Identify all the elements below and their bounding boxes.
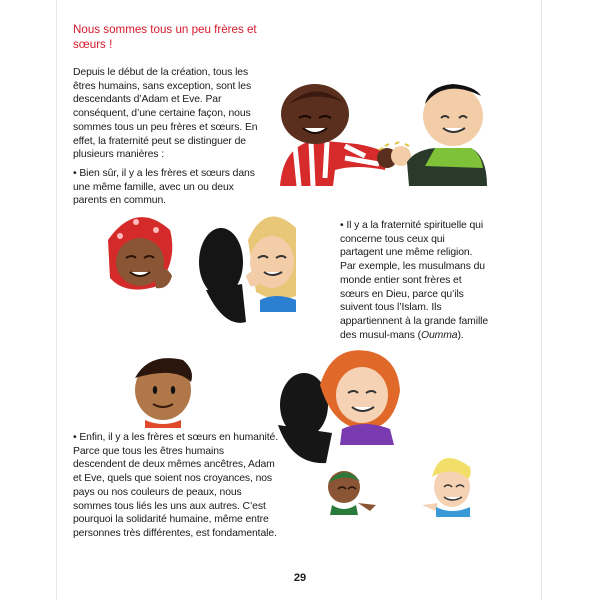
bullet-humanity: • Enfin, il y a les frères et sœurs en humanité. Parce que tous les êtres humains descendent de deux mêmes ancêtres, Adam et Eve, quels que soient nos croyances, nos pays ou nos couleurs de peaux, nous sommes tous liés les uns aux autres. C’est pourquoi la solidarité humaine, même entre personnes très différentes, est fondamentale.	[73, 432, 279, 539]
fist-bump-boys-illustration	[275, 74, 490, 189]
bullet-family: • Bien sûr, il y a les frères et sœurs dans une même famille, avec un ou deux parents en commun.	[73, 168, 255, 207]
page-heading: Nous sommes tous un peu frères et sœurs !	[73, 23, 257, 51]
page-number: 29	[293, 572, 307, 584]
bullet-spiritual-text: • Il y a la fraternité spirituelle qui concerne tous ceux qui partagent une même religion. Par exemple, les musulmans du monde entier sont frères et sœurs en Dieu, parce qu’ils suivent tous l’Islam. Ils appartiennent à la grande famille des musul-mans (	[340, 220, 489, 341]
intro-paragraph: Depuis le début de la création, tous les êtres humains, sans exception, sont les descendants d’Adam et Eve. Par conséquent, d’une certaine façon, nous sommes tous un peu frères et sœurs. En effet, la fraternité peut se distinguer de plusieurs manières :	[73, 67, 258, 161]
oumma-term: Oumma	[420, 329, 458, 341]
hugging-sisters-illustration	[96, 200, 306, 330]
bullet-spiritual	[340, 219, 490, 342]
smiling-boy-illustration	[125, 348, 205, 428]
redhead-girl-and-friends-illustration	[272, 345, 487, 525]
bullet-spiritual-end: ).	[457, 329, 464, 341]
